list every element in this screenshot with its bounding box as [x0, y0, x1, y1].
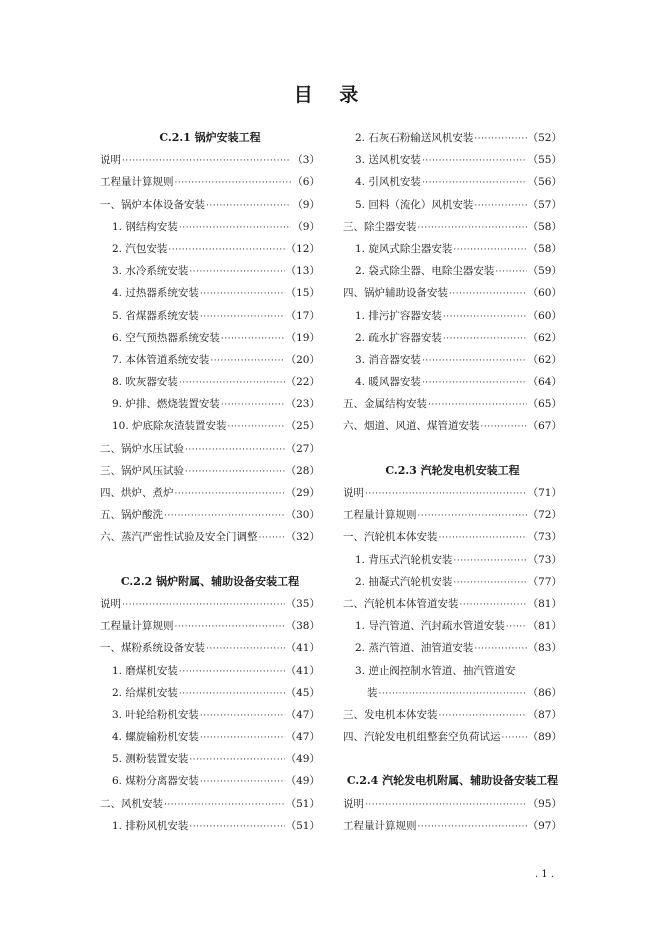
toc-entry[interactable]: 2. 袋式除尘器、电除尘器安装 ····· （59） [343, 260, 562, 282]
spacer [100, 549, 320, 571]
toc-entry[interactable]: 5. 回料（流化）风机安装 ····· （57） [343, 194, 562, 216]
toc-entry[interactable]: 3. 消音器安装 ····· （62） [343, 349, 562, 371]
toc-entry[interactable]: 六、蒸汽严密性试验及安全门调整 ····· （32） [100, 526, 320, 548]
toc-entry[interactable]: 2. 汽包安装 ····· （12） [100, 238, 320, 260]
section-heading: C.2.4 汽轮发电机附属、辅助设备安装工程 [346, 774, 559, 788]
toc-entry[interactable]: 1. 排粉风机安装 ····· （51） [100, 815, 320, 837]
toc-entry[interactable]: 4. 螺旋输粉机安装 ····· （47） [100, 726, 320, 748]
toc-entry[interactable]: 6. 煤粉分离器安装 ····· （49） [100, 770, 320, 792]
section-heading: C.2.2 锅炉附属、辅助设备安装工程 [120, 574, 300, 588]
toc-entry[interactable]: 4. 暖风器安装 ····· （64） [343, 371, 562, 393]
toc-entry[interactable]: 六、烟道、风道、煤管道安装 ····· （67） [343, 415, 562, 437]
page-number: . 1 . [535, 869, 555, 880]
toc-entry[interactable]: 8. 吹灰器安装 ····· （22） [100, 371, 320, 393]
toc-entry[interactable]: 2. 疏水扩容器安装 ····· （62） [343, 327, 562, 349]
toc-entry[interactable]: 3. 叶轮给粉机安装 ····· （47） [100, 704, 320, 726]
toc-entry[interactable]: 三、锅炉风压试验 ····· （28） [100, 460, 320, 482]
toc-entry[interactable]: 3. 送风机安装 ····· （55） [343, 149, 562, 171]
toc-entry[interactable]: 一、锅炉本体设备安装 ····· （9） [100, 194, 320, 216]
spacer [343, 748, 562, 770]
toc-entry[interactable]: 5. 测粉装置安装 ····· （49） [100, 748, 320, 770]
toc-entry[interactable]: 三、发电机本体安装 ····· （87） [343, 704, 562, 726]
toc-left-column [100, 127, 320, 837]
toc-entry[interactable]: 1. 旋风式除尘器安装 ····· （58） [343, 238, 562, 260]
toc-entry[interactable]: 3. 水冷系统安装 ····· （13） [100, 260, 320, 282]
toc-entry[interactable]: 二、风机安装 ····· （51） [100, 793, 320, 815]
toc-entry[interactable]: 装 ····· （86） [343, 682, 562, 704]
toc-entry[interactable]: 工程量计算规则 ····· （97） [343, 815, 562, 837]
toc-entry[interactable]: 4. 过热器系统安装 ····· （15） [100, 282, 320, 304]
toc-entry[interactable]: 一、煤粉系统设备安装 ····· （41） [100, 637, 320, 659]
toc-entry-text[interactable]: 3. 逆止阀控制水管道、抽汽管道安 [355, 664, 516, 677]
toc-entry[interactable]: 四、锅炉辅助设备安装 ····· （60） [343, 282, 562, 304]
toc-entry[interactable]: 1. 导汽管道、汽封疏水管道安装 ····· （81） [343, 615, 562, 637]
toc-entry[interactable]: 1. 磨煤机安装 ····· （41） [100, 660, 320, 682]
toc-entry[interactable]: 工程量计算规则 ····· （6） [100, 171, 320, 193]
section-heading: C.2.3 汽轮发电机安装工程 [385, 463, 520, 477]
toc-entry[interactable]: 说明 ····· （71） [343, 482, 562, 504]
section-heading: C.2.1 锅炉安装工程 [159, 131, 261, 144]
toc-entry[interactable]: 1. 钢结构安装 ····· （9） [100, 216, 320, 238]
toc-entry[interactable]: 4. 引风机安装 ····· （56） [343, 171, 562, 193]
toc-entry[interactable]: 二、汽轮机本体管道安装 ····· （81） [343, 593, 562, 615]
toc-entry[interactable]: 2. 石灰石粉输送风机安装 ····· （52） [343, 127, 562, 149]
toc-entry[interactable]: 四、烘炉、煮炉 ····· （29） [100, 482, 320, 504]
toc-entry[interactable]: 10. 炉底除灰渣装置安装 ····· （25） [100, 415, 320, 437]
toc-right-column [343, 127, 562, 837]
toc-entry[interactable]: 5. 省煤器系统安装 ····· （17） [100, 305, 320, 327]
toc-entry[interactable]: 四、汽轮发电机组整套空负荷试运 ····· （89） [343, 726, 562, 748]
toc-entry[interactable]: 1. 背压式汽轮机安装 ····· （73） [343, 549, 562, 571]
toc-entry[interactable]: 6. 空气预热器系统安装 ····· （19） [100, 327, 320, 349]
toc-entry[interactable]: 说明 ····· （95） [343, 793, 562, 815]
toc-entry[interactable]: 2. 抽凝式汽轮机安装 ····· （77） [343, 571, 562, 593]
toc-entry[interactable]: 工程量计算规则 ····· （38） [100, 615, 320, 637]
toc-entry[interactable]: 2. 给煤机安装 ····· （45） [100, 682, 320, 704]
toc-entry[interactable]: 一、汽轮机本体安装 ····· （73） [343, 526, 562, 548]
toc-entry[interactable]: 二、锅炉水压试验 ····· （27） [100, 438, 320, 460]
toc-entry[interactable]: 2. 蒸汽管道、油管道安装 ····· （83） [343, 637, 562, 659]
toc-entry[interactable]: 1. 排污扩容器安装 ····· （60） [343, 305, 562, 327]
toc-entry[interactable]: 说明 ····· （35） [100, 593, 320, 615]
toc-entry[interactable]: 五、金属结构安装 ····· （65） [343, 393, 562, 415]
toc-entry[interactable]: 7. 本体管道系统安装 ····· （20） [100, 349, 320, 371]
toc-entry[interactable]: 说明 ····· （3） [100, 149, 320, 171]
page-title: 目 录 [293, 84, 369, 106]
toc-entry[interactable]: 五、锅炉酸洗 ····· （30） [100, 504, 320, 526]
toc-entry[interactable]: 工程量计算规则 ····· （72） [343, 504, 562, 526]
spacer [343, 438, 562, 460]
toc-entry[interactable]: 三、除尘器安装 ····· （58） [343, 216, 562, 238]
toc-entry[interactable]: 9. 炉排、燃烧装置安装 ····· （23） [100, 393, 320, 415]
